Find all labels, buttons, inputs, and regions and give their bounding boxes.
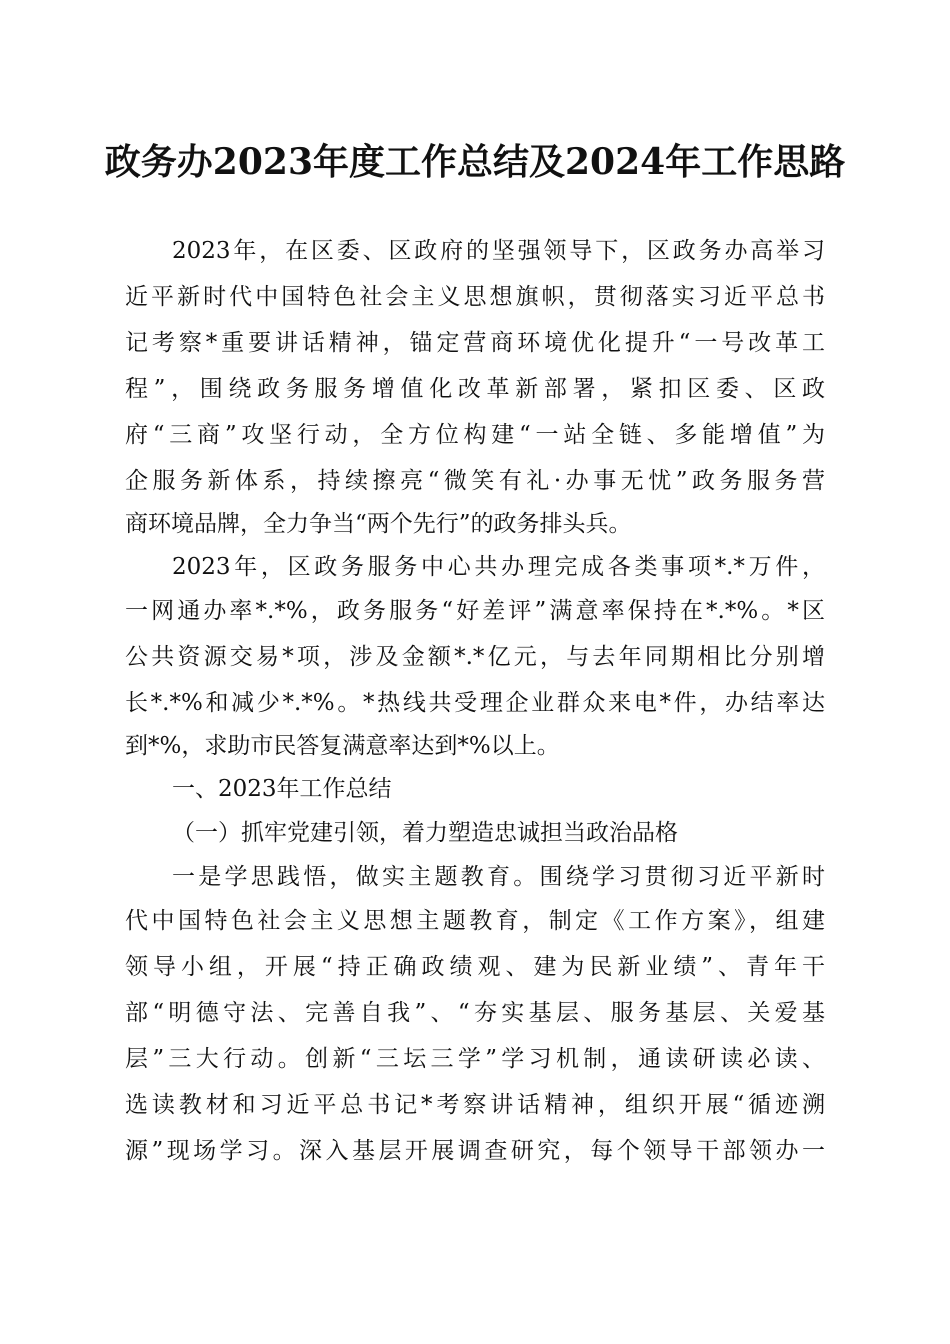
subsection-heading: （一）抓牢党建引领，着力塑造忠诚担当政治品格 (172, 820, 678, 846)
paragraph-2-line-1: 2023年，区政务服务中心共办理完成各类事项*.*万件， (172, 554, 825, 580)
paragraph-1-line-4: 程”，围绕政务服务增值化改革新部署，紧扣区委、区政 (125, 376, 825, 402)
paragraph-3-line-2: 代中国特色社会主义思想主题教育，制定《工作方案》，组建 (125, 908, 825, 934)
paragraph-3-line-3: 领导小组，开展“持正确政绩观、建为民新业绩”、青年干 (125, 954, 825, 980)
paragraph-3-line-6: 选读教材和习近平总书记*考察讲话精神，组织开展“循迹溯 (125, 1092, 825, 1118)
paragraph-1-line-3: 记考察*重要讲话精神，锚定营商环境优化提升“一号改革工 (125, 330, 825, 356)
paragraph-2-line-4: 长*.*%和减少*.*%。*热线共受理企业群众来电*件，办结率达 (125, 690, 825, 716)
paragraph-2-line-3: 公共资源交易*项，涉及金额*.*亿元，与去年同期相比分别增 (125, 644, 825, 670)
paragraph-3-line-4: 部“明德守法、完善自我”、“夯实基层、服务基层、关爱基 (125, 1000, 825, 1026)
paragraph-1-line-6: 企服务新体系，持续擦亮“微笑有礼·办事无忧”政务服务营 (125, 468, 825, 494)
paragraph-1-line-1: 2023年，在区委、区政府的坚强领导下，区政务办高举习 (172, 238, 825, 264)
document-title: 政务办2023年度工作总结及2024年工作思路 (104, 141, 846, 183)
paragraph-2-line-5: 到*%，求助市民答复满意率达到*%以上。 (125, 733, 560, 759)
paragraph-3-line-1: 一是学思践悟，做实主题教育。围绕学习贯彻习近平新时 (172, 864, 825, 890)
paragraph-1-line-5: 府“三商”攻坚行动，全方位构建“一站全链、多能增值”为 (125, 422, 825, 448)
paragraph-1-line-2: 近平新时代中国特色社会主义思想旗帜，贯彻落实习近平总书 (125, 284, 825, 310)
paragraph-1-line-7: 商环境品牌，全力争当“两个先行”的政务排头兵。 (125, 511, 632, 537)
section-heading: 一、2023年工作总结 (172, 776, 392, 802)
paragraph-3-line-7: 源”现场学习。深入基层开展调查研究，每个领导干部领办一 (125, 1138, 825, 1164)
paragraph-2-line-2: 一网通办率*.*%，政务服务“好差评”满意率保持在*.*%。*区 (125, 598, 825, 624)
paragraph-3-line-5: 层”三大行动。创新“三坛三学”学习机制，通读研读必读、 (125, 1046, 825, 1072)
